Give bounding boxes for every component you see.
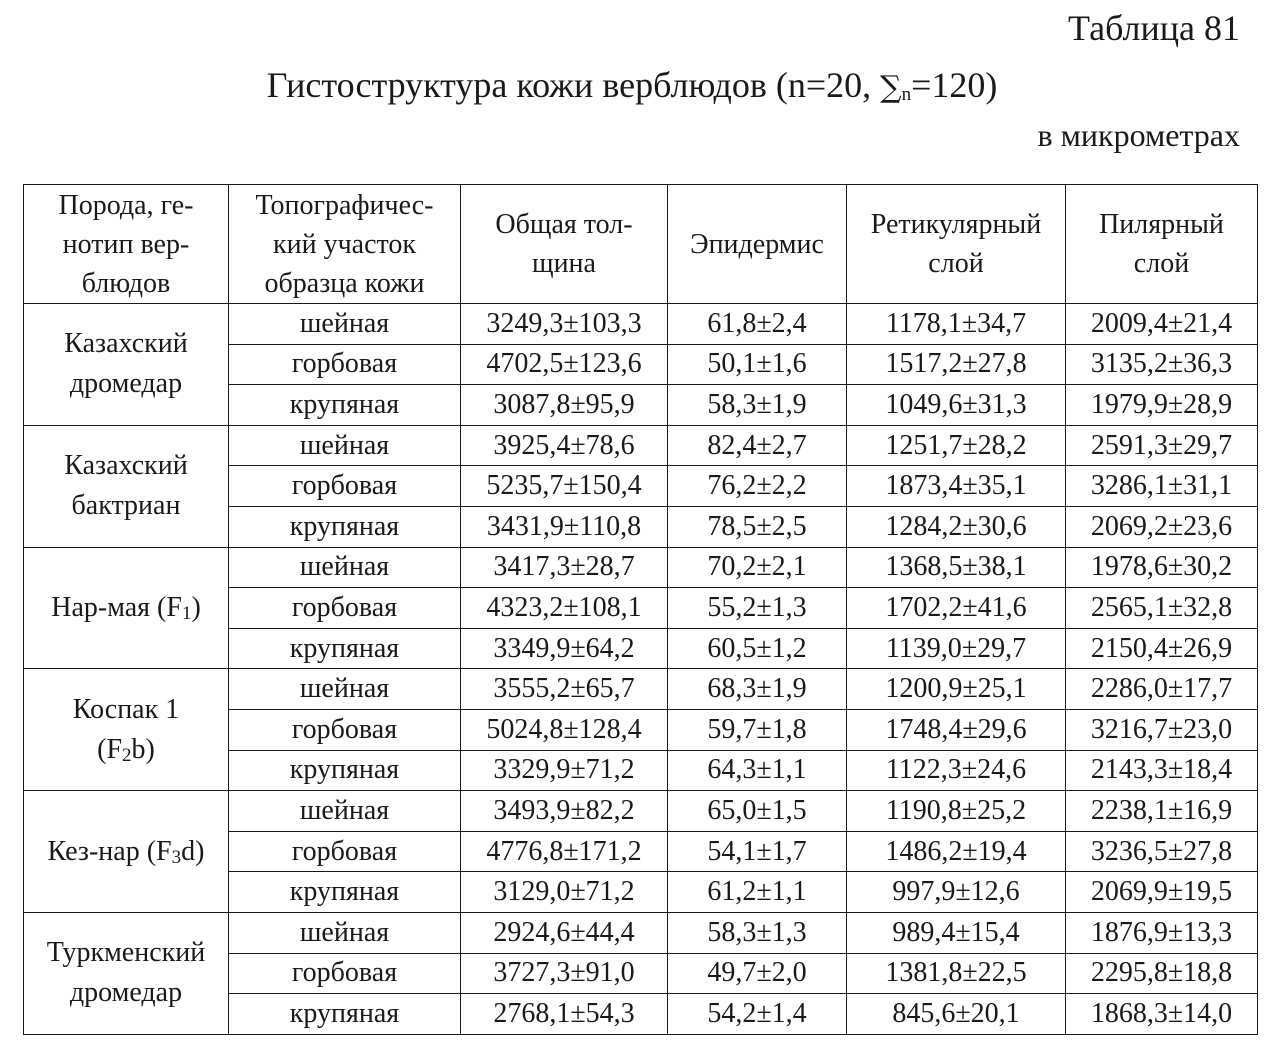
- epidermis-cell: 54,2±1,4: [668, 994, 847, 1035]
- epidermis-cell: 76,2±2,2: [668, 466, 847, 507]
- pilar-cell: 2150,4±26,9: [1066, 628, 1258, 669]
- reticular-cell: 1178,1±34,7: [847, 304, 1066, 345]
- table-row: [24, 912, 1258, 953]
- breed-cell: Казахский бактриан: [24, 425, 229, 547]
- pilar-cell: 2009,4±21,4: [1066, 304, 1258, 345]
- header-reticular-layer: Ретикулярный слой: [847, 185, 1066, 304]
- pilar-cell: 2069,9±19,5: [1066, 872, 1258, 913]
- site-cell: крупяная: [229, 872, 461, 913]
- site-cell: горбовая: [229, 709, 461, 750]
- title-suffix: =120): [911, 65, 998, 105]
- site-cell: крупяная: [229, 385, 461, 426]
- pilar-cell: 1876,9±13,3: [1066, 912, 1258, 953]
- site-cell: крупяная: [229, 994, 461, 1035]
- reticular-cell: 1517,2±27,8: [847, 344, 1066, 385]
- epidermis-cell: 59,7±1,8: [668, 709, 847, 750]
- total-cell: 2924,6±44,4: [461, 912, 668, 953]
- reticular-cell: 997,9±12,6: [847, 872, 1066, 913]
- reticular-cell: 1368,5±38,1: [847, 547, 1066, 588]
- epidermis-cell: 78,5±2,5: [668, 506, 847, 547]
- epidermis-cell: 50,1±1,6: [668, 344, 847, 385]
- table-row: [24, 669, 1258, 710]
- total-cell: 3349,9±64,2: [461, 628, 668, 669]
- site-cell: шейная: [229, 547, 461, 588]
- table-row: [24, 304, 1258, 345]
- pilar-cell: 3286,1±31,1: [1066, 466, 1258, 507]
- epidermis-cell: 61,2±1,1: [668, 872, 847, 913]
- epidermis-cell: 60,5±1,2: [668, 628, 847, 669]
- epidermis-cell: 82,4±2,7: [668, 425, 847, 466]
- total-cell: 3129,0±71,2: [461, 872, 668, 913]
- epidermis-cell: 54,1±1,7: [668, 831, 847, 872]
- header-pilar-layer: Пилярный слой: [1066, 185, 1258, 304]
- reticular-cell: 1873,4±35,1: [847, 466, 1066, 507]
- breed-cell: Туркменский дромедар: [24, 912, 229, 1034]
- pilar-cell: 2238,1±16,9: [1066, 791, 1258, 832]
- pilar-cell: 1978,6±30,2: [1066, 547, 1258, 588]
- epidermis-cell: 58,3±1,3: [668, 912, 847, 953]
- reticular-cell: 1122,3±24,6: [847, 750, 1066, 791]
- table-number: Таблица 81: [1068, 8, 1240, 48]
- breed-cell: Кез-нар $(F_3d)$: [24, 791, 229, 913]
- site-cell: шейная: [229, 304, 461, 345]
- table-title: [0, 62, 1264, 111]
- epidermis-cell: 64,3±1,1: [668, 750, 847, 791]
- pilar-cell: 1979,9±28,9: [1066, 385, 1258, 426]
- total-cell: 4702,5±123,6: [461, 344, 668, 385]
- total-cell: 3417,3±28,7: [461, 547, 668, 588]
- epidermis-cell: 49,7±2,0: [668, 953, 847, 994]
- reticular-cell: 845,6±20,1: [847, 994, 1066, 1035]
- pilar-cell: 2143,3±18,4: [1066, 750, 1258, 791]
- header-row: [24, 185, 1258, 304]
- site-cell: крупяная: [229, 506, 461, 547]
- epidermis-cell: 68,3±1,9: [668, 669, 847, 710]
- total-cell: 3493,9±82,2: [461, 791, 668, 832]
- pilar-cell: 2565,1±32,8: [1066, 588, 1258, 629]
- total-cell: 4323,2±108,1: [461, 588, 668, 629]
- table-row: [24, 791, 1258, 832]
- table-row: [24, 547, 1258, 588]
- title-prefix: Гистоструктура кожи верблюдов (n=20,: [266, 65, 881, 105]
- pilar-cell: 3236,5±27,8: [1066, 831, 1258, 872]
- epidermis-cell: 70,2±2,1: [668, 547, 847, 588]
- histostructure-table: [23, 184, 1258, 1035]
- reticular-cell: 1284,2±30,6: [847, 506, 1066, 547]
- breed-cell: Нар-мая $(F_1)$: [24, 547, 229, 669]
- breed-cell: Коспак 1 $(F_2b)$: [24, 669, 229, 791]
- title-sigma-subscript: n: [901, 84, 912, 105]
- total-cell: 3087,8±95,9: [461, 385, 668, 426]
- site-cell: шейная: [229, 912, 461, 953]
- pilar-cell: 1868,3±14,0: [1066, 994, 1258, 1035]
- epidermis-cell: 65,0±1,5: [668, 791, 847, 832]
- reticular-cell: 1139,0±29,7: [847, 628, 1066, 669]
- epidermis-cell: 61,8±2,4: [668, 304, 847, 345]
- reticular-cell: 1049,6±31,3: [847, 385, 1066, 426]
- reticular-cell: 1702,2±41,6: [847, 588, 1066, 629]
- reticular-cell: 1748,4±29,6: [847, 709, 1066, 750]
- site-cell: горбовая: [229, 466, 461, 507]
- total-cell: 5024,8±128,4: [461, 709, 668, 750]
- header-site: Топографичес- кий участок образца кожи: [229, 185, 461, 304]
- site-cell: горбовая: [229, 344, 461, 385]
- header-breed: Порода, ге- нотип вер- блюдов: [24, 185, 229, 304]
- pilar-cell: 2286,0±17,7: [1066, 669, 1258, 710]
- reticular-cell: 1251,7±28,2: [847, 425, 1066, 466]
- site-cell: крупяная: [229, 628, 461, 669]
- site-cell: горбовая: [229, 588, 461, 629]
- pilar-cell: 2069,2±23,6: [1066, 506, 1258, 547]
- site-cell: горбовая: [229, 831, 461, 872]
- reticular-cell: 1486,2±19,4: [847, 831, 1066, 872]
- pilar-cell: 3135,2±36,3: [1066, 344, 1258, 385]
- breed-cell: Казахский дромедар: [24, 304, 229, 426]
- total-cell: 3431,9±110,8: [461, 506, 668, 547]
- pilar-cell: 3216,7±23,0: [1066, 709, 1258, 750]
- total-cell: 4776,8±171,2: [461, 831, 668, 872]
- units-note: в микрометрах: [1037, 117, 1240, 153]
- epidermis-cell: 58,3±1,9: [668, 385, 847, 426]
- total-cell: 3249,3±103,3: [461, 304, 668, 345]
- pilar-cell: 2591,3±29,7: [1066, 425, 1258, 466]
- site-cell: горбовая: [229, 953, 461, 994]
- site-cell: шейная: [229, 425, 461, 466]
- title-sigma: ∑: [880, 70, 902, 105]
- header-epidermis: Эпидермис: [668, 185, 847, 304]
- total-cell: 3925,4±78,6: [461, 425, 668, 466]
- total-cell: 5235,7±150,4: [461, 466, 668, 507]
- reticular-cell: 1190,8±25,2: [847, 791, 1066, 832]
- site-cell: шейная: [229, 791, 461, 832]
- reticular-cell: 989,4±15,4: [847, 912, 1066, 953]
- reticular-cell: 1200,9±25,1: [847, 669, 1066, 710]
- total-cell: 3727,3±91,0: [461, 953, 668, 994]
- table-row: [24, 425, 1258, 466]
- total-cell: 3555,2±65,7: [461, 669, 668, 710]
- header-total-thickness: Общая тол- щина: [461, 185, 668, 304]
- reticular-cell: 1381,8±22,5: [847, 953, 1066, 994]
- site-cell: крупяная: [229, 750, 461, 791]
- epidermis-cell: 55,2±1,3: [668, 588, 847, 629]
- total-cell: 3329,9±71,2: [461, 750, 668, 791]
- pilar-cell: 2295,8±18,8: [1066, 953, 1258, 994]
- total-cell: 2768,1±54,3: [461, 994, 668, 1035]
- site-cell: шейная: [229, 669, 461, 710]
